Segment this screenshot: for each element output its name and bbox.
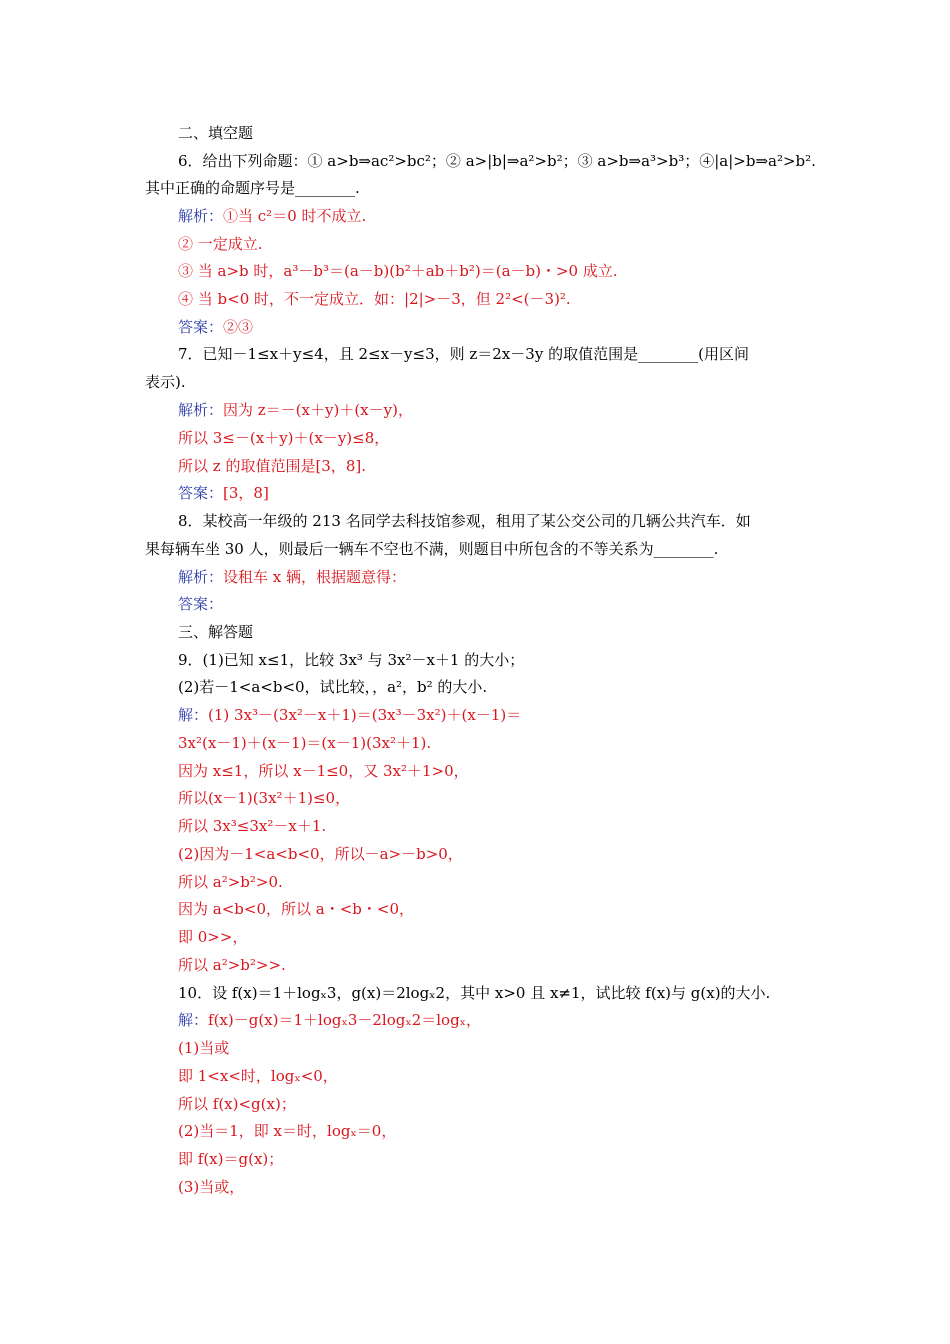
solution-label: 解：: [178, 706, 209, 724]
analysis-text: 设租车 x 辆，根据题意得：: [223, 568, 407, 586]
section-heading-fill-blank: 二、填空题: [178, 124, 254, 142]
question-9-part-2: (2)若－1<a<b<0，试比较，，a²，b² 的大小.: [178, 678, 488, 696]
question-8-answer: [178, 593, 223, 615]
answer-label: 答案：: [178, 595, 224, 613]
question-10-solution-line-4: 所以 f(x)<g(x)；: [178, 1095, 296, 1113]
analysis-text: ①当 c²＝0 时不成立.: [223, 207, 367, 225]
question-6-line-2: 其中正确的命题序号是________.: [145, 179, 360, 197]
question-9-solution-line-2: 3x²(x－1)＋(x－1)＝(x－1)(3x²＋1).: [178, 734, 432, 752]
analysis-label: 解析：: [178, 401, 224, 419]
question-9-solution-line-4: 所以(x－1)(3x²＋1)≤0，: [178, 789, 351, 807]
question-8-analysis: [178, 566, 406, 588]
question-10-line-1: 10．设 f(x)＝1＋logₓ3，g(x)＝2logₓ2，其中 x>0 且 x≠1，试比较 f(x)与 g(x)的大小.: [178, 984, 771, 1002]
question-10-solution-line-3: 即 1<x<时，logₓ<0，: [178, 1067, 338, 1085]
question-10-solution-line-6: 即 f(x)＝g(x)；: [178, 1150, 284, 1168]
question-10-solution-line-1: [178, 1009, 481, 1031]
answer-label: 答案：: [178, 318, 224, 336]
question-7-answer: [178, 482, 269, 504]
question-9-solution-line-5: 所以 3x³≤3x²－x＋1.: [178, 817, 327, 835]
question-7-line-2: 表示).: [145, 373, 186, 391]
solution-text: (1) 3x³－(3x²－x＋1)＝(3x³－3x²)＋(x－1)＝: [208, 706, 522, 724]
question-8-line-1: 8．某校高一年级的 213 名同学去科技馆参观，租用了某公交公司的几辆公共汽车．如: [178, 512, 751, 530]
question-6-analysis-line-3: ③ 当 a>b 时，a³－b³＝(a－b)(b²＋ab＋b²)＝(a－b)・>0 成立.: [178, 262, 618, 280]
question-9-solution-line-9: 即 0>>，: [178, 928, 248, 946]
solution-label: 解：: [178, 1011, 209, 1029]
question-9-part-1: 9．(1)已知 x≤1，比较 3x³ 与 3x²－x＋1 的大小；: [178, 651, 525, 669]
solution-text: f(x)－g(x)＝1＋logₓ3－2logₓ2＝logₓ，: [208, 1011, 482, 1029]
answer-label: 答案：: [178, 484, 224, 502]
question-6-analysis-line-2: ② 一定成立.: [178, 235, 263, 253]
analysis-text: 因为 z＝－(x＋y)＋(x－y)，: [223, 401, 413, 419]
question-10-solution-line-2: (1)当或: [178, 1039, 230, 1057]
question-9-solution-line-7: 所以 a²>b²>0.: [178, 873, 283, 891]
section-heading-solve: 三、解答题: [178, 623, 254, 641]
question-10-solution-line-5: (2)当＝1，即 x＝时，logₓ＝0，: [178, 1122, 397, 1140]
question-8-line-2: 果每辆车坐 30 人，则最后一辆车不空也不满，则题目中所包含的不等关系为________.: [145, 540, 719, 558]
question-6-analysis-line-1: [178, 205, 366, 227]
question-7-analysis-line-1: [178, 399, 413, 421]
question-6-analysis-line-4: ④ 当 b<0 时，不一定成立．如：|2|>－3，但 2²<(－3)².: [178, 290, 571, 308]
question-9-solution-line-1: [178, 704, 521, 726]
question-10-solution-line-7: (3)当或，: [178, 1178, 245, 1196]
question-6-line-1: 6．给出下列命题：① a>b⇒ac²>bc²；② a>|b|⇒a²>b²；③ a>b⇒a³>b³；④|a|>b⇒a²>b².: [178, 152, 816, 170]
question-6-answer: [178, 316, 253, 338]
answer-text: [3，8]: [223, 484, 269, 502]
question-7-analysis-line-3: 所以 z 的取值范围是[3，8].: [178, 457, 366, 475]
analysis-label: 解析：: [178, 207, 224, 225]
question-7-analysis-line-2: 所以 3≤－(x＋y)＋(x－y)≤8，: [178, 429, 390, 447]
question-9-solution-line-3: 因为 x≤1，所以 x－1≤0，又 3x²＋1>0，: [178, 762, 469, 780]
answer-text: ②③: [223, 318, 254, 336]
question-9-solution-line-8: 因为 a<b<0，所以 a・<b・<0，: [178, 900, 414, 918]
analysis-label: 解析：: [178, 568, 224, 586]
question-7-line-1: 7．已知－1≤x＋y≤4，且 2≤x－y≤3，则 z＝2x－3y 的取值范围是________(用区间: [178, 345, 749, 363]
question-9-solution-line-10: 所以 a²>b²>>.: [178, 956, 286, 974]
question-9-solution-line-6: (2)因为－1<a<b<0，所以－a>－b>0，: [178, 845, 463, 863]
